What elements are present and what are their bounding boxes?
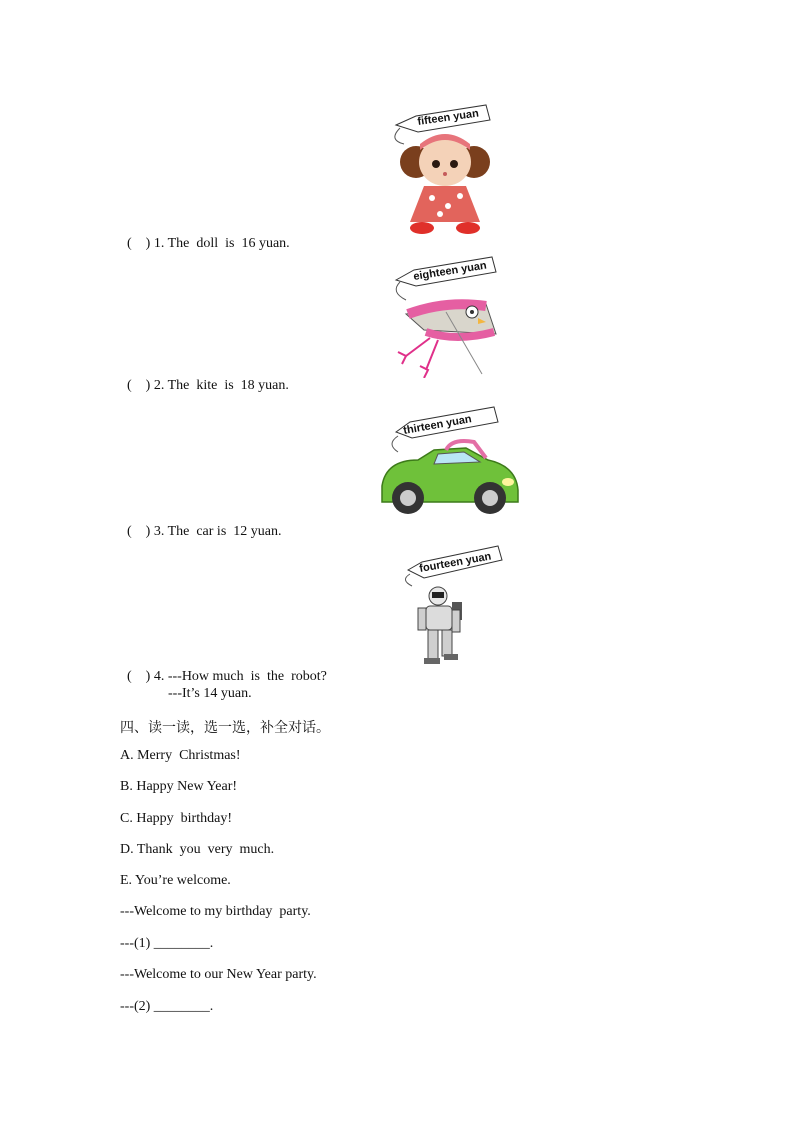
kite-picture	[386, 252, 506, 378]
question-text: 1. The doll is 16 yuan.	[153, 236, 290, 251]
question-3	[120, 508, 281, 540]
svg-text:fifteen yuan: fifteen yuan	[416, 107, 480, 128]
question-text: 3. The car is 12 yuan.	[153, 524, 282, 539]
question-1	[120, 220, 290, 252]
price-tag	[392, 407, 498, 452]
option-e: E. You’re welcome.	[120, 873, 231, 888]
svg-text:thirteen yuan: thirteen yuan	[402, 413, 473, 437]
dialogue-line-2: ---Welcome to our New Year party.	[120, 967, 317, 982]
dialogue-blank-2[interactable]: ---(2) ________.	[120, 999, 214, 1014]
option-a: A. Merry Christmas!	[120, 748, 241, 763]
question-4-answer: ---It’s 14 yuan.	[168, 686, 252, 701]
question-4	[120, 653, 327, 685]
svg-text:fourteen yuan: fourteen yuan	[418, 550, 493, 575]
car-picture	[376, 402, 526, 526]
answer-bracket[interactable]: ( )	[127, 524, 151, 539]
question-text: 4. ---How much is the robot?	[153, 669, 327, 684]
answer-bracket[interactable]: ( )	[127, 669, 151, 684]
robot-picture	[398, 540, 508, 670]
price-tag	[405, 546, 502, 586]
dialogue-line-1: ---Welcome to my birthday party.	[120, 904, 311, 919]
doll-picture	[388, 100, 498, 240]
section-heading: 四、读一读，选一选，补全对话。	[120, 720, 330, 736]
question-text: 2. The kite is 18 yuan.	[153, 378, 289, 393]
option-d: D. Thank you very much.	[120, 842, 275, 857]
option-c: C. Happy birthday!	[120, 811, 232, 826]
robot-icon	[418, 587, 462, 664]
svg-text:eighteen yuan: eighteen yuan	[412, 259, 488, 283]
option-b: B. Happy New Year!	[120, 779, 238, 794]
dialogue-blank-1[interactable]: ---(1) ________.	[120, 936, 214, 951]
price-tag	[396, 257, 496, 300]
question-2	[120, 362, 289, 394]
answer-bracket[interactable]: ( )	[127, 236, 151, 251]
car-icon	[382, 441, 518, 514]
answer-bracket[interactable]: ( )	[127, 378, 151, 393]
kite-icon	[398, 304, 496, 378]
doll-icon	[400, 134, 490, 234]
